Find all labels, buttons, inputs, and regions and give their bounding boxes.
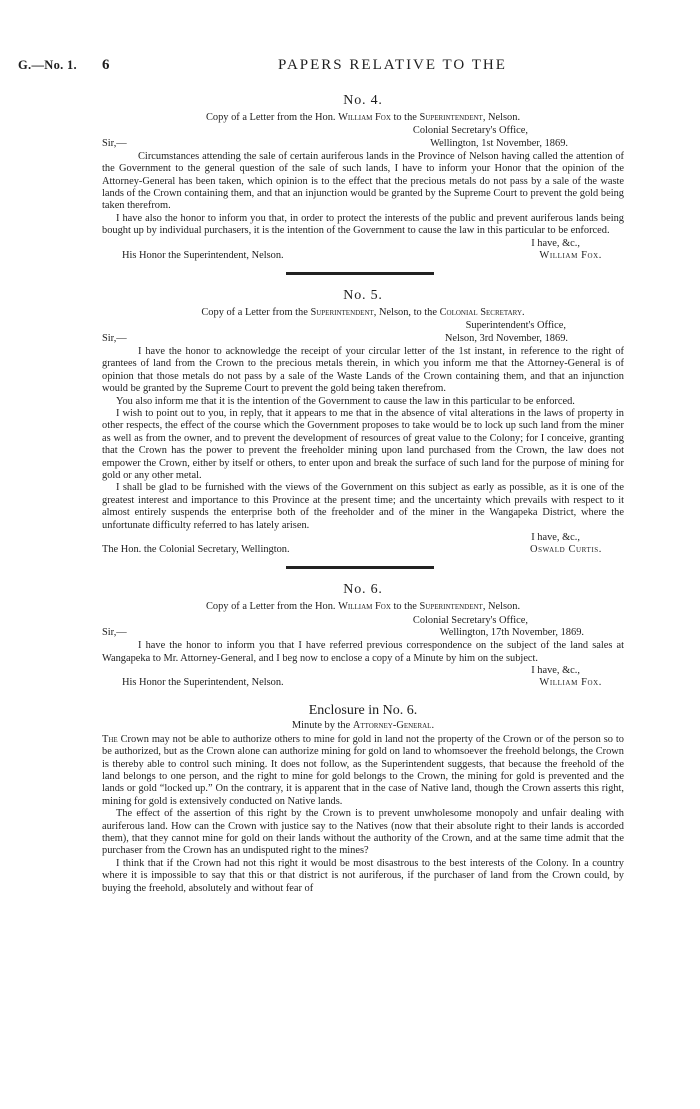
letter-number: No. 6. [343,582,383,598]
paragraph: The effect of the assertion of this right by the Crown is to prevent unwholesome monopoly and unfair dealing with auriferous land. How can the Crown with justice say to the Natives (now that their absolute right to their lands is accorded them), that they cannot mine for gold on their lands without the authority of the Crown, and at the same time admit that the purchaser from the Crown has an undisputed right to the mines? [102,808,624,857]
letter-number: No. 4. [343,93,383,108]
letter-no-6 [102,581,624,690]
letter-number: No. 5. [343,288,383,304]
closing: I have, &c., [531,531,580,543]
signature-line [102,677,624,690]
letter-subtitle: Copy of a Letter from the Superintendent, Nelson, to the Colonial Secretary. [201,307,525,319]
letter-no-5 [102,287,624,557]
document-body [102,90,624,895]
office-line: Superintendent's Office, [465,320,566,332]
letter-subtitle: Copy of a Letter from the Hon. William Fox to the Superintendent, Nelson. [205,112,521,123]
salutation: Sir,— [102,627,127,639]
closing: I have, &c., [531,665,580,676]
salutation: Sir,— [102,137,127,149]
paragraph: I have the honor to inform you that I have referred previous correspondence on the subject of the land sales at Wangapeka to Mr. Attorney-General, and I beg now to enclose a copy of a Minute by him on the subject. [102,640,624,664]
letter-date: Wellington, 1st November, 1869. [430,137,568,149]
signature: William Fox. [539,250,602,262]
closing: I have, &c., [531,237,580,249]
paragraph: I have the honor to acknowledge the receipt of your circular letter of the 1st instant, in reference to the right of grantees of land from the Crown to the precious metals therein, in which you inform me that the Attorney-General is of opinion that those metals do not pass by a sale of the Waste Lands of the Crown containing them, and that an injunction would be granted by the Supreme Court to prevent the gold being taken therefrom. [102,345,624,395]
office-line: Colonial Secretary's Office, [412,614,528,626]
section-divider [102,563,624,573]
dateline [102,627,624,640]
salutation: Sir,— [102,332,127,344]
enclosure-title: Enclosure in No. 6. [308,703,418,719]
page-header [18,58,640,78]
paragraph: The Crown may not be able to authorize others to mine for gold in land not the property of the Crown or of the person so to be authorized, but as the Crown alone can authorize mining for gold on land to whomsoever the freehold belongs, the Crown is thereby able to control such mining. It does not follow, as the Superintendent suggests, that because the freehold of the land belongs to one person, and the right to mine for gold belongs to the Crown, the mining for gold is prevented and the lands or gold “locked up.” On the contrary, it is apparent that in the case of Native land, though the Crown asserts this right, mining for gold is extensively conducted on Native lands. [102,733,624,807]
letter-date: Wellington, 17th November, 1869. [439,627,584,639]
letter-date: Nelson, 3rd November, 1869. [444,332,568,344]
signature-line [102,250,624,263]
running-title: PAPERS RELATIVE TO THE [278,57,507,73]
addressee: His Honor the Superintendent, Nelson. [122,677,284,689]
dateline [102,333,624,346]
paragraph: I have also the honor to inform you that, in order to protect the interests of the public and prevent auriferous lands being bought up by individual purchasers, it is the intention of the Government to cause the law in this particular to be enforced. [102,212,624,237]
section-divider [102,269,624,279]
paragraph: I think that if the Crown had not this right it would be most disastrous to the best interests of the Colony. In a country where it is impossible to say that this or that district is not auriferous, if the purchaser of land from the Crown could, by buying the freehold, absolutely and without fear of [102,857,624,894]
addressee: His Honor the Superintendent, Nelson. [122,250,284,262]
dateline [102,138,624,151]
paper-reference: G.—No. 1. [18,58,77,72]
signature-line [102,544,624,557]
enclosure-no-6 [102,702,624,895]
paragraph: Circumstances attending the sale of certain auriferous lands in the Province of Nelson having called the attention of the Government to the general question of the sale of such lands, I have to inform your Honor that the opinion of the Attorney-General has been taken, which opinion is to the effect that the precious metals do not pass by a sale of the waste lands of the Crown containing them, and that an injunction would be granted by the Supreme Court to prevent the gold being taken therefrom. [102,150,624,212]
addressee: The Hon. the Colonial Secretary, Wellington. [102,544,290,556]
office-line: Colonial Secretary's Office, [412,125,528,137]
page-number: 6 [102,57,110,73]
signature: Oswald Curtis. [530,544,602,556]
letter-no-4 [102,92,624,263]
enclosure-subtitle: Minute by the Attorney-General. [291,720,435,732]
paragraph: You also inform me that it is the intention of the Government to cause the law in this particular to be enforced. [116,395,575,407]
paragraph: I shall be glad to be furnished with the views of the Government on this subject as early as possible, as it is one of the greatest interest and importance to this Province at the present time; and the uncertainty which prevails with respect to it almost entirely suspends the enterprise both of the freeholder and of the miner in the Wangapeka District, where the unfortunate difficulty referred to has lately arisen. [102,482,624,531]
signature: William Fox. [539,677,602,689]
letter-subtitle: Copy of a Letter from the Hon. William Fox to the Superintendent, Nelson. [205,601,521,613]
paragraph: I wish to point out to you, in reply, that it appears to me that in the absence of vital alterations in the laws of property in other respects, the effect of the course which the Government proposes to take would be to lock up such land from the miner as well as from the owner, and to prevent the development of resources of great value to the Colony; for I conceive, granting that the Crown has the power to prevent the freeholder mining upon land purchased from the Crown, the law does not empower the Crown, either by itself or others, to enter upon and break the surface of such land for the purpose of mining for gold or any other metal. [102,407,624,481]
